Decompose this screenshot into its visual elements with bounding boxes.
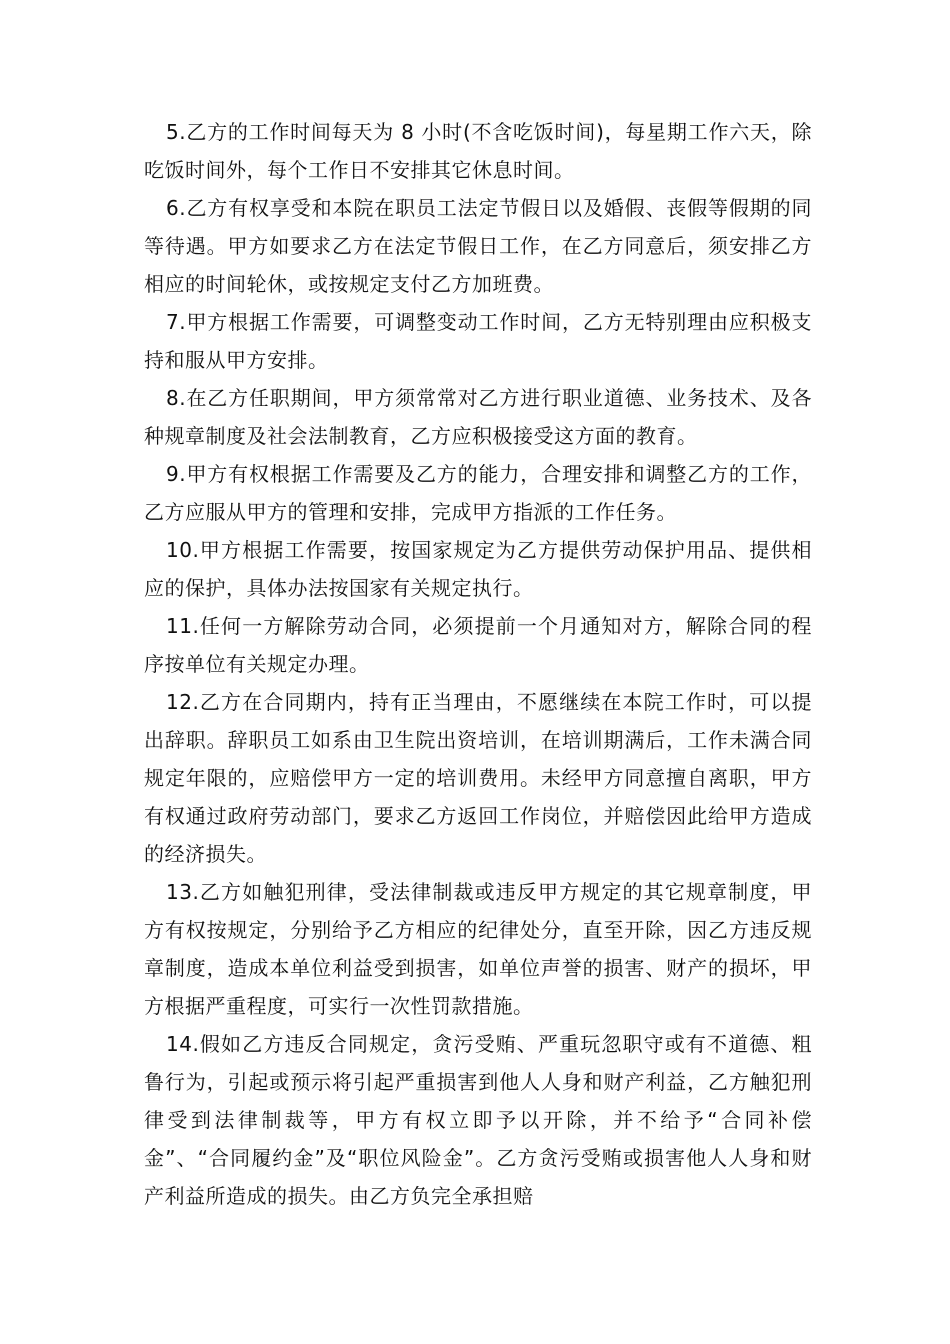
clause-13: 13.乙方如触犯刑律，受法律制裁或违反甲方规定的其它规章制度，甲方有权按规定，分别给予乙方相应的纪律处分，直至开除，因乙方违反规章制度，造成本单位利益受到损害，如单位声誉的损害、财产的损坏，甲方根据严重程度，可实行一次性罚款措施。 <box>144 880 812 1018</box>
clause-5: 5.乙方的工作时间每天为 8 小时(不含吃饭时间)，每星期工作六天，除吃饭时间外，每个工作日不安排其它休息时间。 <box>144 120 812 182</box>
clause-9: 9.甲方有权根据工作需要及乙方的能力，合理安排和调整乙方的工作，乙方应服从甲方的管理和安排，完成甲方指派的工作任务。 <box>144 462 812 524</box>
clause-10: 10.甲方根据工作需要，按国家规定为乙方提供劳动保护用品、提供相应的保护，具体办法按国家有关规定执行。 <box>144 538 812 600</box>
clause-8: 8.在乙方任职期间，甲方须常常对乙方进行职业道德、业务技术、及各种规章制度及社会法制教育，乙方应积极接受这方面的教育。 <box>144 386 812 448</box>
clause-6: 6.乙方有权享受和本院在职员工法定节假日以及婚假、丧假等假期的同等待遇。甲方如要求乙方在法定节假日工作，在乙方同意后，须安排乙方相应的时间轮休，或按规定支付乙方加班费。 <box>144 196 812 296</box>
clause-11: 11.任何一方解除劳动合同，必须提前一个月通知对方，解除合同的程序按单位有关规定办理。 <box>144 614 812 676</box>
clause-12: 12.乙方在合同期内，持有正当理由，不愿继续在本院工作时，可以提出辞职。辞职员工如系由卫生院出资培训，在培训期满后，工作未满合同规定年限的，应赔偿甲方一定的培训费用。未经甲方同意擅自离职，甲方有权通过政府劳动部门，要求乙方返回工作岗位，并赔偿因此给甲方造成的经济损失。 <box>144 690 812 866</box>
clause-7: 7.甲方根据工作需要，可调整变动工作时间，乙方无特别理由应积极支持和服从甲方安排。 <box>144 310 812 372</box>
clause-14: 14.假如乙方违反合同规定，贪污受贿、严重玩忽职守或有不道德、粗鲁行为，引起或预示将引起严重损害到他人人身和财产利益，乙方触犯刑律受到法律制裁等，甲方有权立即予以开除，并不给予“合同补偿金”、“合同履约金”及“职位风险金”。乙方贪污受贿或损害他人人身和财产利益所造成的损失。由乙方负完全承担赔 <box>144 1032 812 1208</box>
document-body <box>144 113 812 1215</box>
